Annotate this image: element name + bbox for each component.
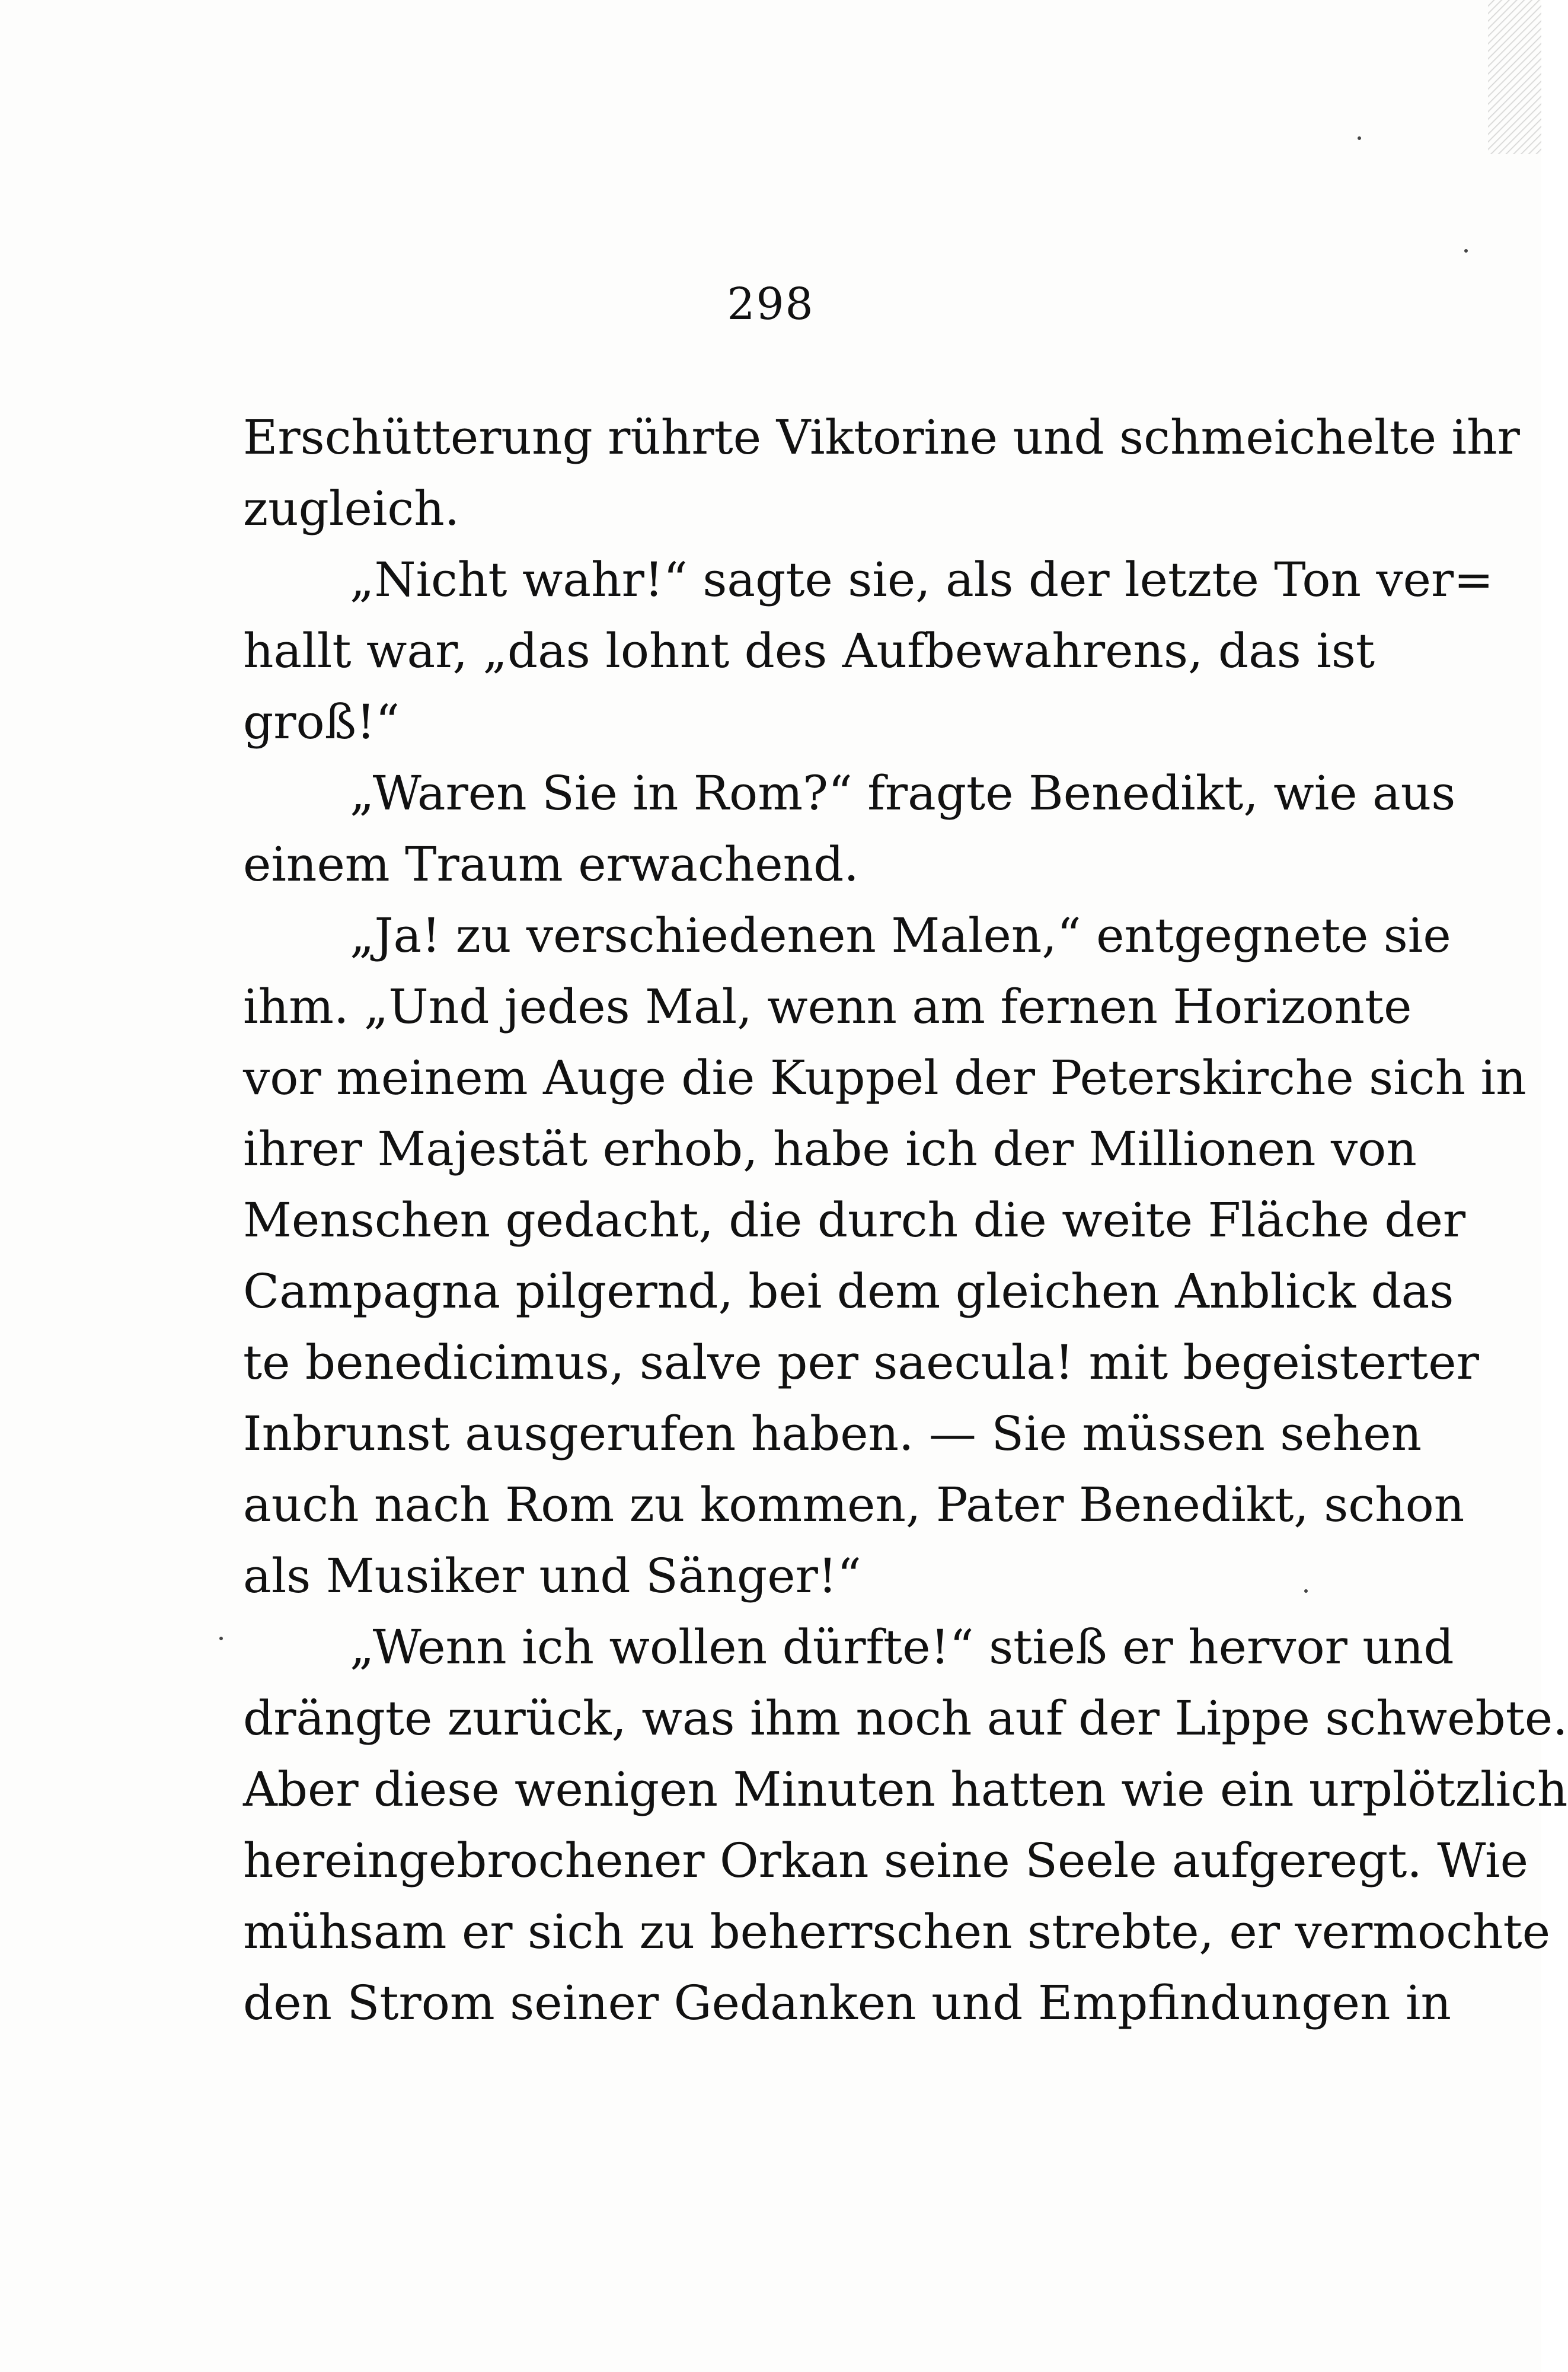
text-line: mühsam er sich zu beherrschen strebte, er vermochte — [243, 1904, 1551, 1959]
text-line: einem Traum erwachend. — [243, 837, 859, 892]
text-line: Erschütterung rührte Viktorine und schmeichelte ihr — [243, 410, 1520, 465]
text-line: als Musiker und Sänger!“ — [243, 1548, 861, 1603]
text-line: zugleich. — [243, 481, 460, 536]
text-line: groß!“ — [243, 694, 400, 750]
text-line: „Wenn ich wollen dürfte!“ stieß er hervor und — [350, 1619, 1454, 1675]
text-line: Inbrunst ausgerufen haben. — Sie müssen sehen — [243, 1406, 1422, 1461]
scan-edge-noise — [1488, 0, 1541, 154]
text-line: hallt war, „das lohnt des Aufbewahrens, das ist — [243, 623, 1375, 678]
text-line: „Ja! zu verschiedenen Malen,“ entgegnete sie — [350, 908, 1451, 963]
text-line: Campagna pilgernd, bei dem gleichen Anblick das — [243, 1264, 1454, 1319]
text-line: te benedicimus, salve per saecula! mit begeisterter — [243, 1335, 1479, 1390]
text-line: ihrer Majestät erhob, habe ich der Millionen von — [243, 1121, 1417, 1177]
scan-speck — [219, 1637, 223, 1640]
text-line: hereingebrochener Orkan seine Seele aufgeregt. Wie — [243, 1833, 1528, 1888]
body-text — [243, 402, 1568, 2039]
text-line: Aber diese wenigen Minuten hatten wie ein urplötzlich — [243, 1762, 1568, 1817]
page-number: 298 — [727, 279, 815, 330]
text-line: auch nach Rom zu kommen, Pater Benedikt, schon — [243, 1477, 1465, 1532]
text-line: ihm. „Und jedes Mal, wenn am fernen Horizonte — [243, 979, 1412, 1034]
text-line: Menschen gedacht, die durch die weite Fläche der — [243, 1193, 1466, 1248]
text-line: vor meinem Auge die Kuppel der Peterskirche sich in — [243, 1050, 1527, 1105]
scan-speck — [1358, 136, 1361, 140]
scan-speck — [1304, 1589, 1308, 1593]
scan-speck — [1464, 249, 1468, 253]
text-line: „Waren Sie in Rom?“ fragte Benedikt, wie aus — [350, 766, 1456, 821]
text-line: den Strom seiner Gedanken und Empfindungen in — [243, 1975, 1452, 2030]
text-line: drängte zurück, was ihm noch auf der Lippe schwebte. — [243, 1691, 1568, 1746]
text-line: „Nicht wahr!“ sagte sie, als der letzte Ton ver= — [350, 552, 1494, 607]
